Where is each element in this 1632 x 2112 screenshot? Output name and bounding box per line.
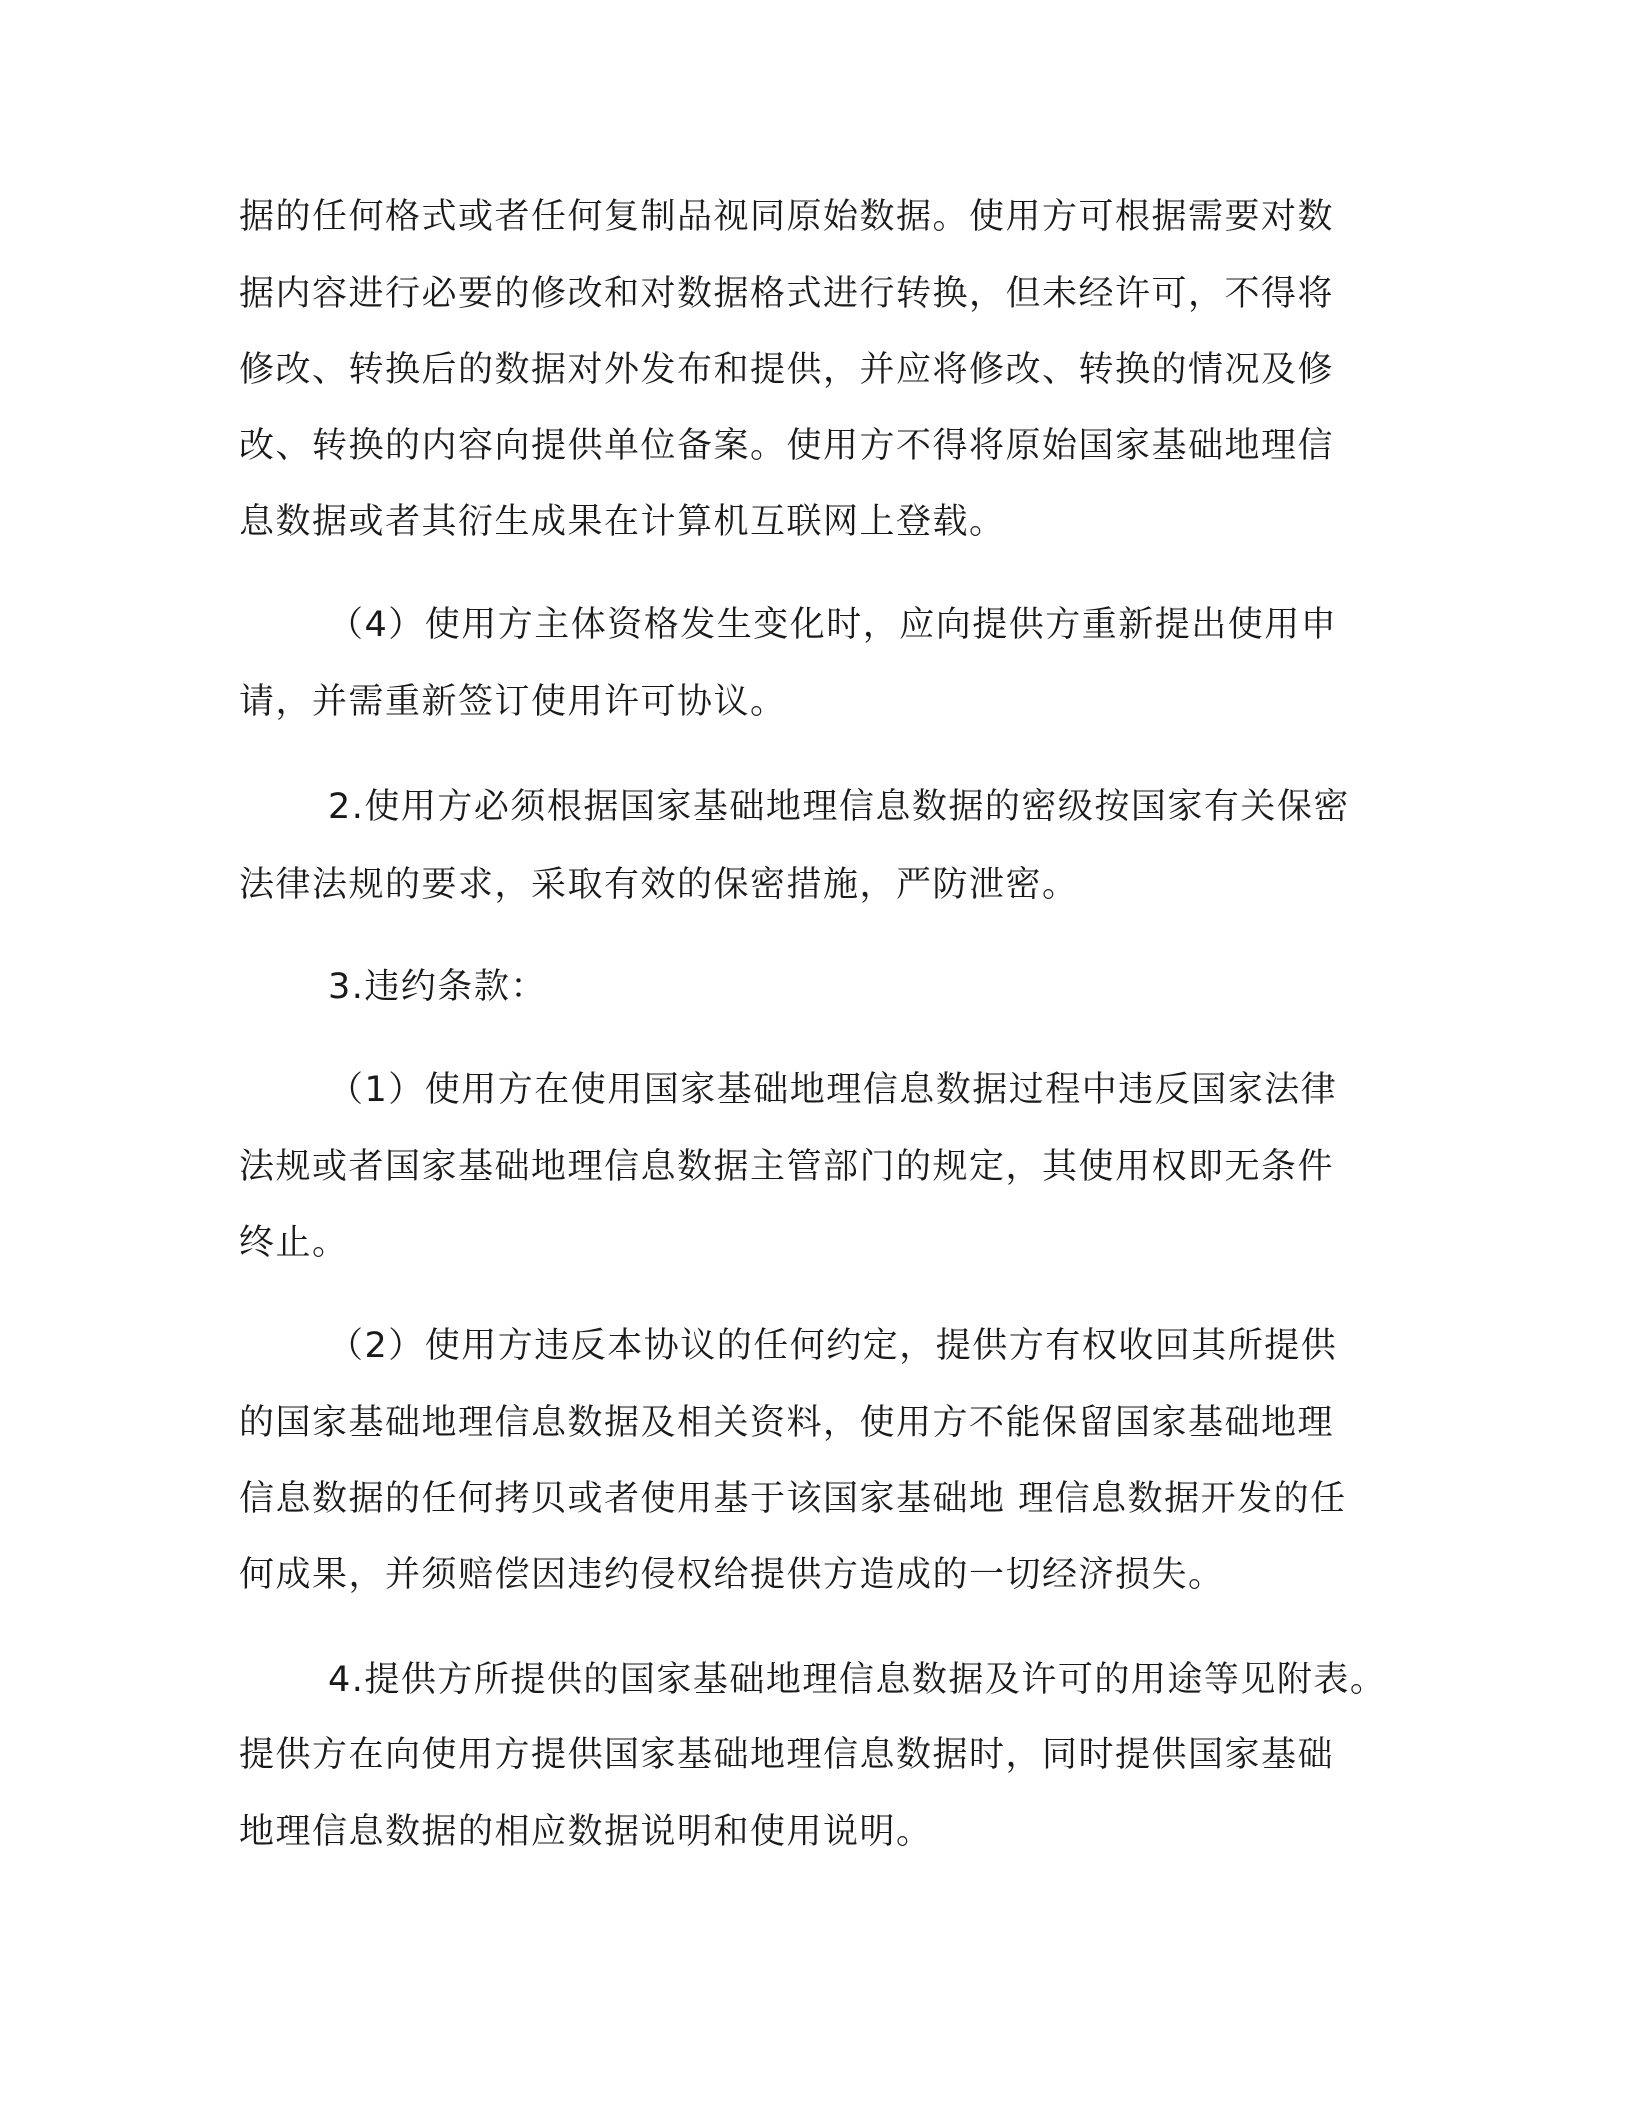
text-line: 2.使用方必须根据国家基础地理信息数据的密级按国家有关保密 <box>328 787 1350 827</box>
text-line: 息数据或者其衍生成果在计算机互联网上登载。 <box>239 502 1006 542</box>
text-line: （1）使用方在使用国家基础地理信息数据过程中违反国家法律 <box>328 1070 1338 1110</box>
text-line: 修改、转换后的数据对外发布和提供，并应将修改、转换的情况及修 <box>239 350 1335 390</box>
text-line: （2）使用方违反本协议的任何约定，提供方有权收回其所提供 <box>328 1326 1338 1366</box>
text-line: 改、转换的内容向提供单位备案。使用方不得将原始国家基础地理信 <box>239 426 1335 466</box>
text-line: 3.违约条款： <box>328 967 547 1007</box>
text-line: 据的任何格式或者任何复制品视同原始数据。使用方可根据需要对数 <box>239 197 1335 237</box>
text-line: 据内容进行必要的修改和对数据格式进行转换，但未经许可，不得将 <box>239 274 1335 314</box>
text-line: 法规或者国家基础地理信息数据主管部门的规定，其使用权即无条件 <box>239 1147 1335 1187</box>
text-line: 法律法规的要求，采取有效的保密措施，严防泄密。 <box>239 865 1079 905</box>
text-line: 何成果，并须赔偿因违约侵权给提供方造成的一切经济损失。 <box>239 1555 1225 1595</box>
text-line: （4）使用方主体资格发生变化时，应向提供方重新提出使用申 <box>328 605 1338 645</box>
text-line: 终止。 <box>239 1223 349 1263</box>
text-line: 的国家基础地理信息数据及相关资料，使用方不能保留国家基础地理 <box>239 1403 1335 1443</box>
text-line: 提供方在向使用方提供国家基础地理信息数据时，同时提供国家基础 <box>239 1735 1335 1775</box>
text-line: 地理信息数据的相应数据说明和使用说明。 <box>239 1812 933 1852</box>
text-line: 请，并需重新签订使用许可协议。 <box>239 682 787 722</box>
text-line: 信息数据的任何拷贝或者使用基于该国家基础地 理信息数据开发的任 <box>239 1479 1347 1519</box>
text-line: 4.提供方所提供的国家基础地理信息数据及许可的用途等见附表。 <box>328 1660 1387 1700</box>
